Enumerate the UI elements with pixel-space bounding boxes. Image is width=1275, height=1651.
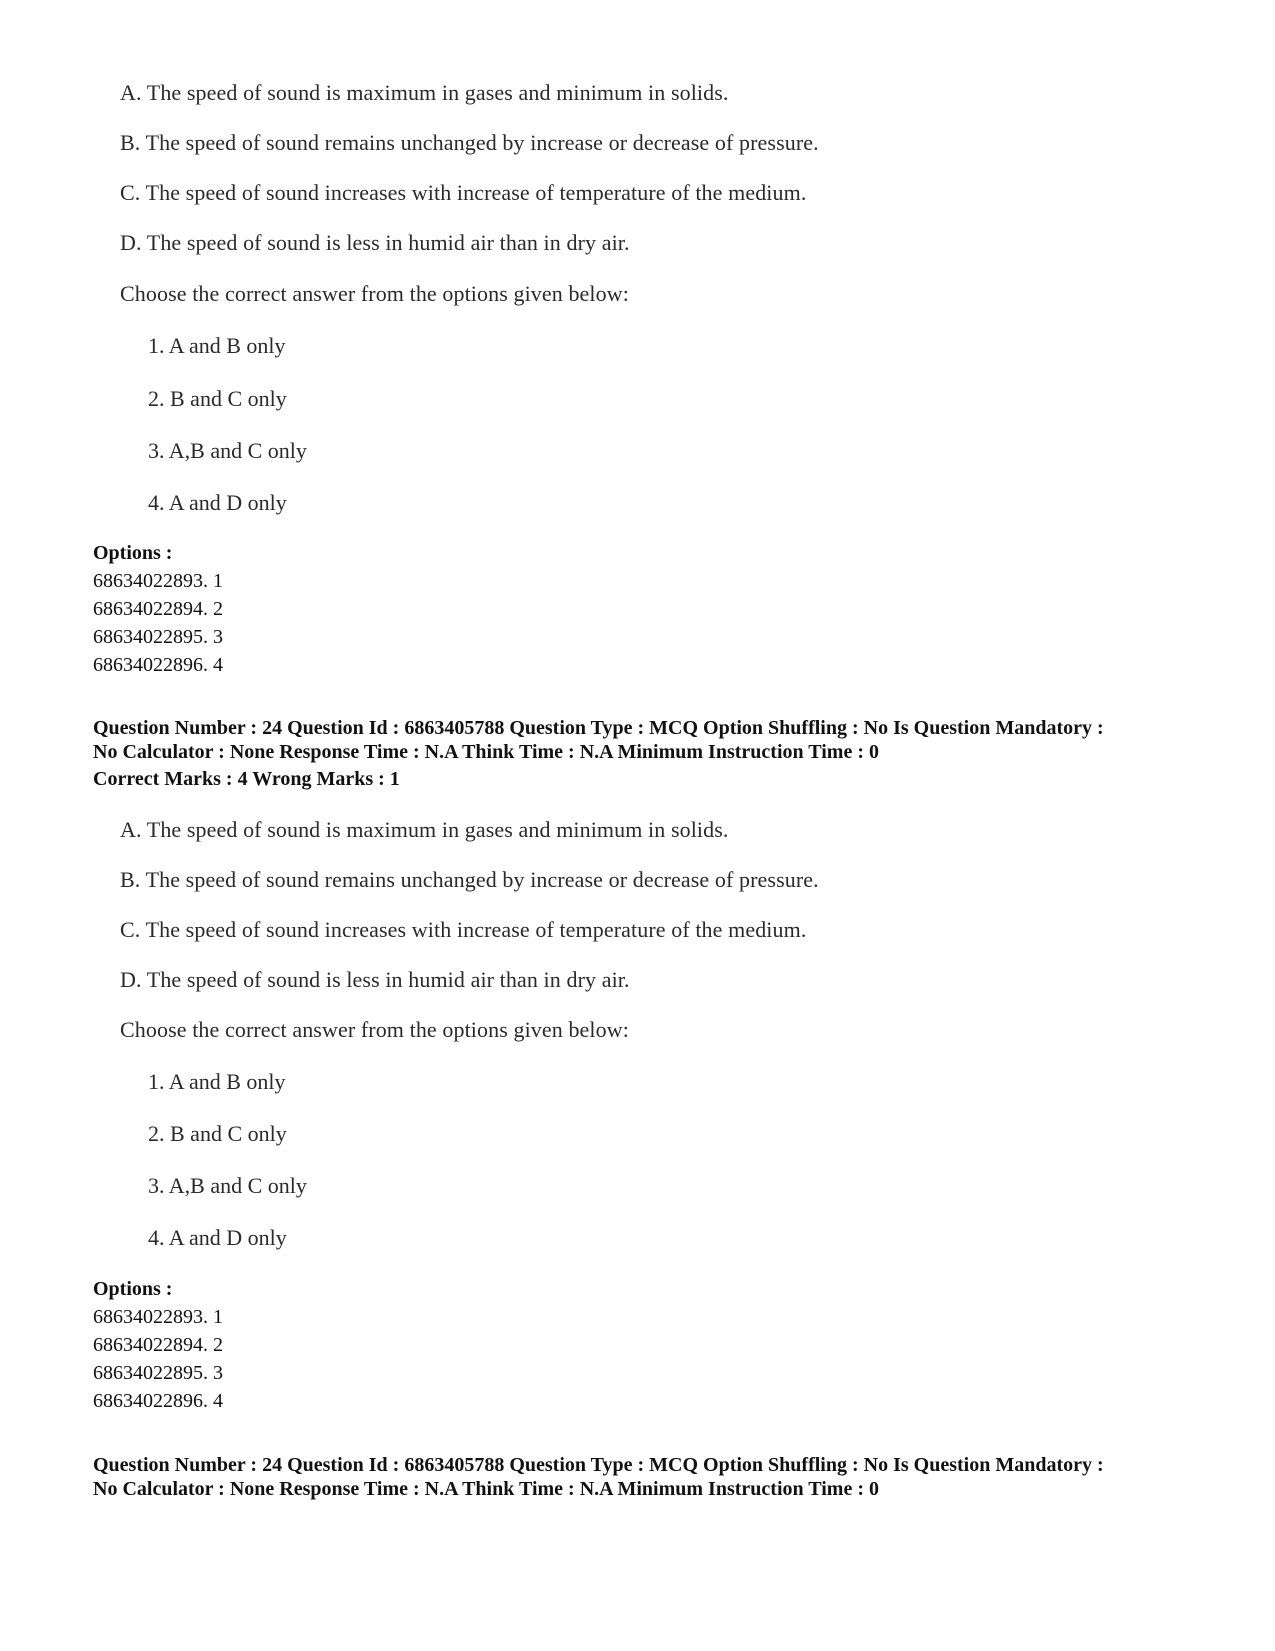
options-label: Options : — [93, 1278, 173, 1300]
question-meta-line: No Calculator : None Response Time : N.A Think Time : N.A Minimum Instruction Time : 0 — [93, 741, 879, 763]
statement-c: C. The speed of sound increases with increase of temperature of the medium. — [120, 917, 807, 942]
option-item: 68634022895. 3 — [93, 1362, 223, 1384]
option-item: 68634022893. 1 — [93, 1306, 223, 1328]
statement-a: A. The speed of sound is maximum in gases and minimum in solids. — [120, 80, 729, 105]
choice-2: 2. B and C only — [148, 1121, 287, 1146]
question-meta-line: No Calculator : None Response Time : N.A Think Time : N.A Minimum Instruction Time : 0 — [93, 1478, 879, 1500]
option-item: 68634022896. 4 — [93, 1390, 223, 1412]
choice-3: 3. A,B and C only — [148, 1173, 307, 1198]
question-meta-line: Question Number : 24 Question Id : 6863405788 Question Type : MCQ Option Shuffling : No Is Question Mandatory : — [93, 1454, 1104, 1476]
choice-4: 4. A and D only — [148, 1225, 287, 1250]
options-label: Options : — [93, 542, 173, 564]
instruction: Choose the correct answer from the options given below: — [120, 281, 629, 306]
option-item: 68634022894. 2 — [93, 1334, 223, 1356]
statement-b: B. The speed of sound remains unchanged by increase or decrease of pressure. — [120, 867, 819, 892]
choice-1: 1. A and B only — [148, 333, 286, 358]
choice-1: 1. A and B only — [148, 1069, 286, 1094]
marks-line: Correct Marks : 4 Wrong Marks : 1 — [93, 768, 400, 790]
statement-d: D. The speed of sound is less in humid air than in dry air. — [120, 230, 630, 255]
option-item: 68634022896. 4 — [93, 654, 223, 676]
statement-d: D. The speed of sound is less in humid air than in dry air. — [120, 967, 630, 992]
statement-c: C. The speed of sound increases with increase of temperature of the medium. — [120, 180, 807, 205]
statement-a: A. The speed of sound is maximum in gases and minimum in solids. — [120, 817, 729, 842]
statement-b: B. The speed of sound remains unchanged by increase or decrease of pressure. — [120, 130, 819, 155]
option-item: 68634022894. 2 — [93, 598, 223, 620]
question-meta-line: Question Number : 24 Question Id : 6863405788 Question Type : MCQ Option Shuffling : No Is Question Mandatory : — [93, 717, 1104, 739]
option-item: 68634022893. 1 — [93, 570, 223, 592]
choice-4: 4. A and D only — [148, 490, 287, 515]
choice-3: 3. A,B and C only — [148, 438, 307, 463]
option-item: 68634022895. 3 — [93, 626, 223, 648]
choice-2: 2. B and C only — [148, 386, 287, 411]
instruction: Choose the correct answer from the options given below: — [120, 1017, 629, 1042]
